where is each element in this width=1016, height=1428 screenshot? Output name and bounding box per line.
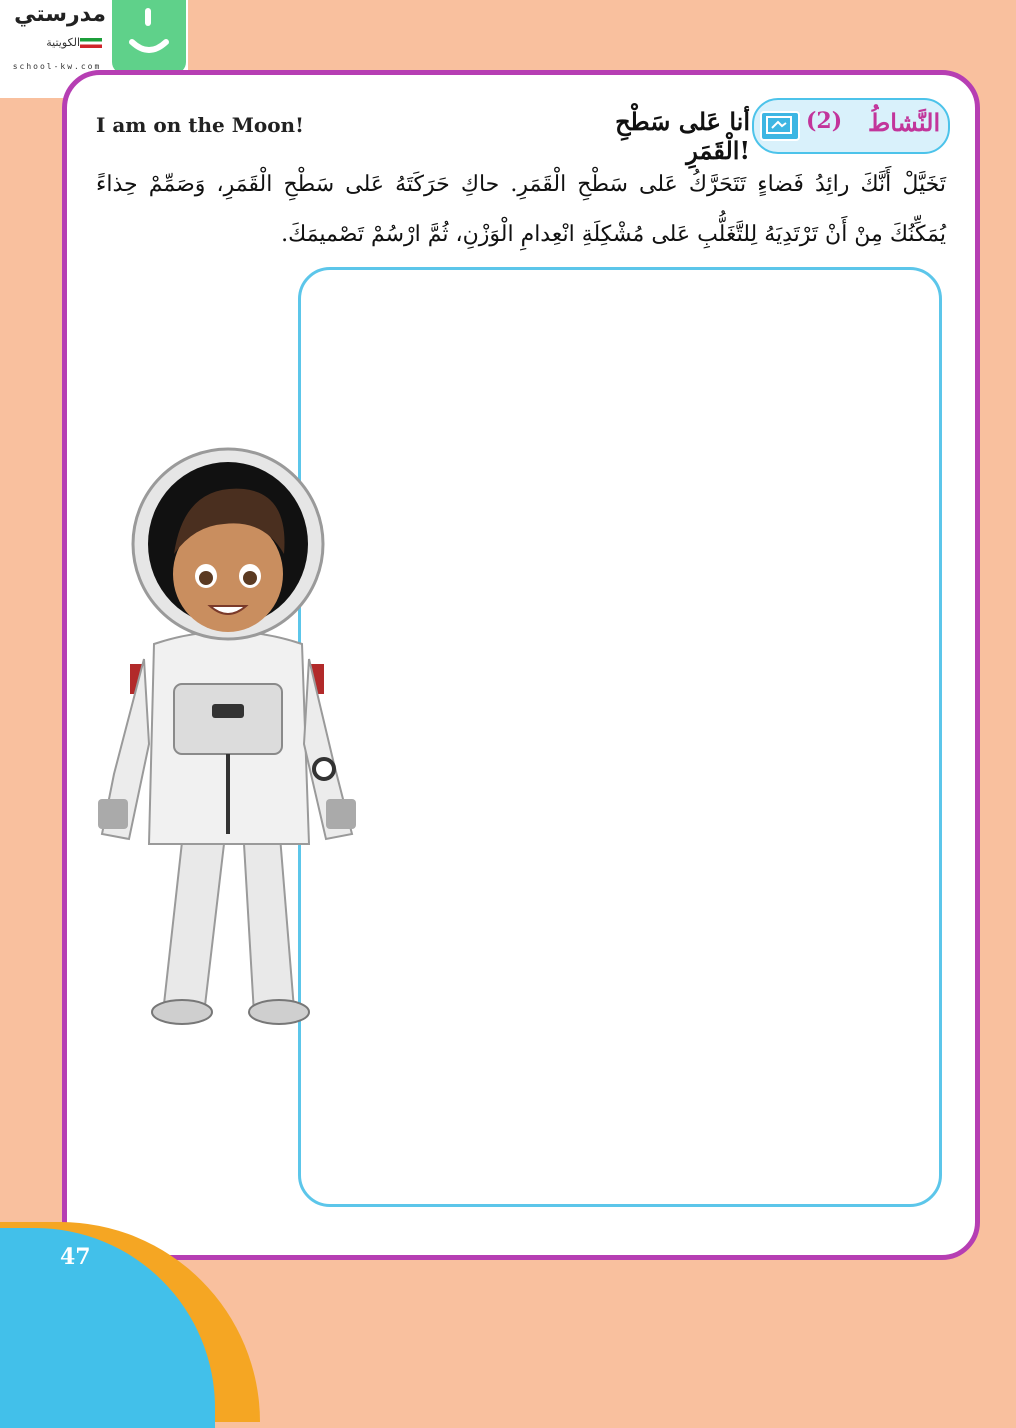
logo-mark-icon — [112, 0, 186, 74]
logo-name: مدرستي — [14, 2, 106, 27]
activity-number: (2) — [806, 108, 843, 134]
activity-label: النَّشاطُ — [868, 108, 941, 137]
logo-url: school-kw.com — [12, 62, 102, 71]
activity-instructions: تَخَيَّلْ أَنَّكَ رائِدُ فَضاءٍ تَتَحَرَّكُ عَلى سَطْحِ الْقَمَرِ. حاكِ حَرَكَتَهُ عَلى سَطْحِ الْقَمَرِ، وَصَمِّمْ حِذاءً يُمَكِّنُكَ مِنْ أَنْ تَرْتَدِيَهُ لِلتَّغَلُّبِ عَلى مُشْكِلَةِ انْعِدامِ الْوَزْنِ، ثُمَّ ارْسُمْ تَصْميمَكَ. — [96, 172, 946, 247]
kuwait-flag-icon — [80, 38, 102, 48]
drawing-board-icon — [760, 111, 800, 141]
astronaut-illustration — [94, 444, 362, 1030]
drawing-area[interactable] — [298, 267, 942, 1207]
page-number: 47 — [60, 1244, 91, 1270]
logo-subtitle: الكويتية — [6, 36, 106, 49]
activity-title-arabic: أنا عَلى سَطْحِ الْقَمَرِ! — [615, 107, 750, 165]
activity-title-english: I am on the Moon! — [96, 113, 304, 137]
